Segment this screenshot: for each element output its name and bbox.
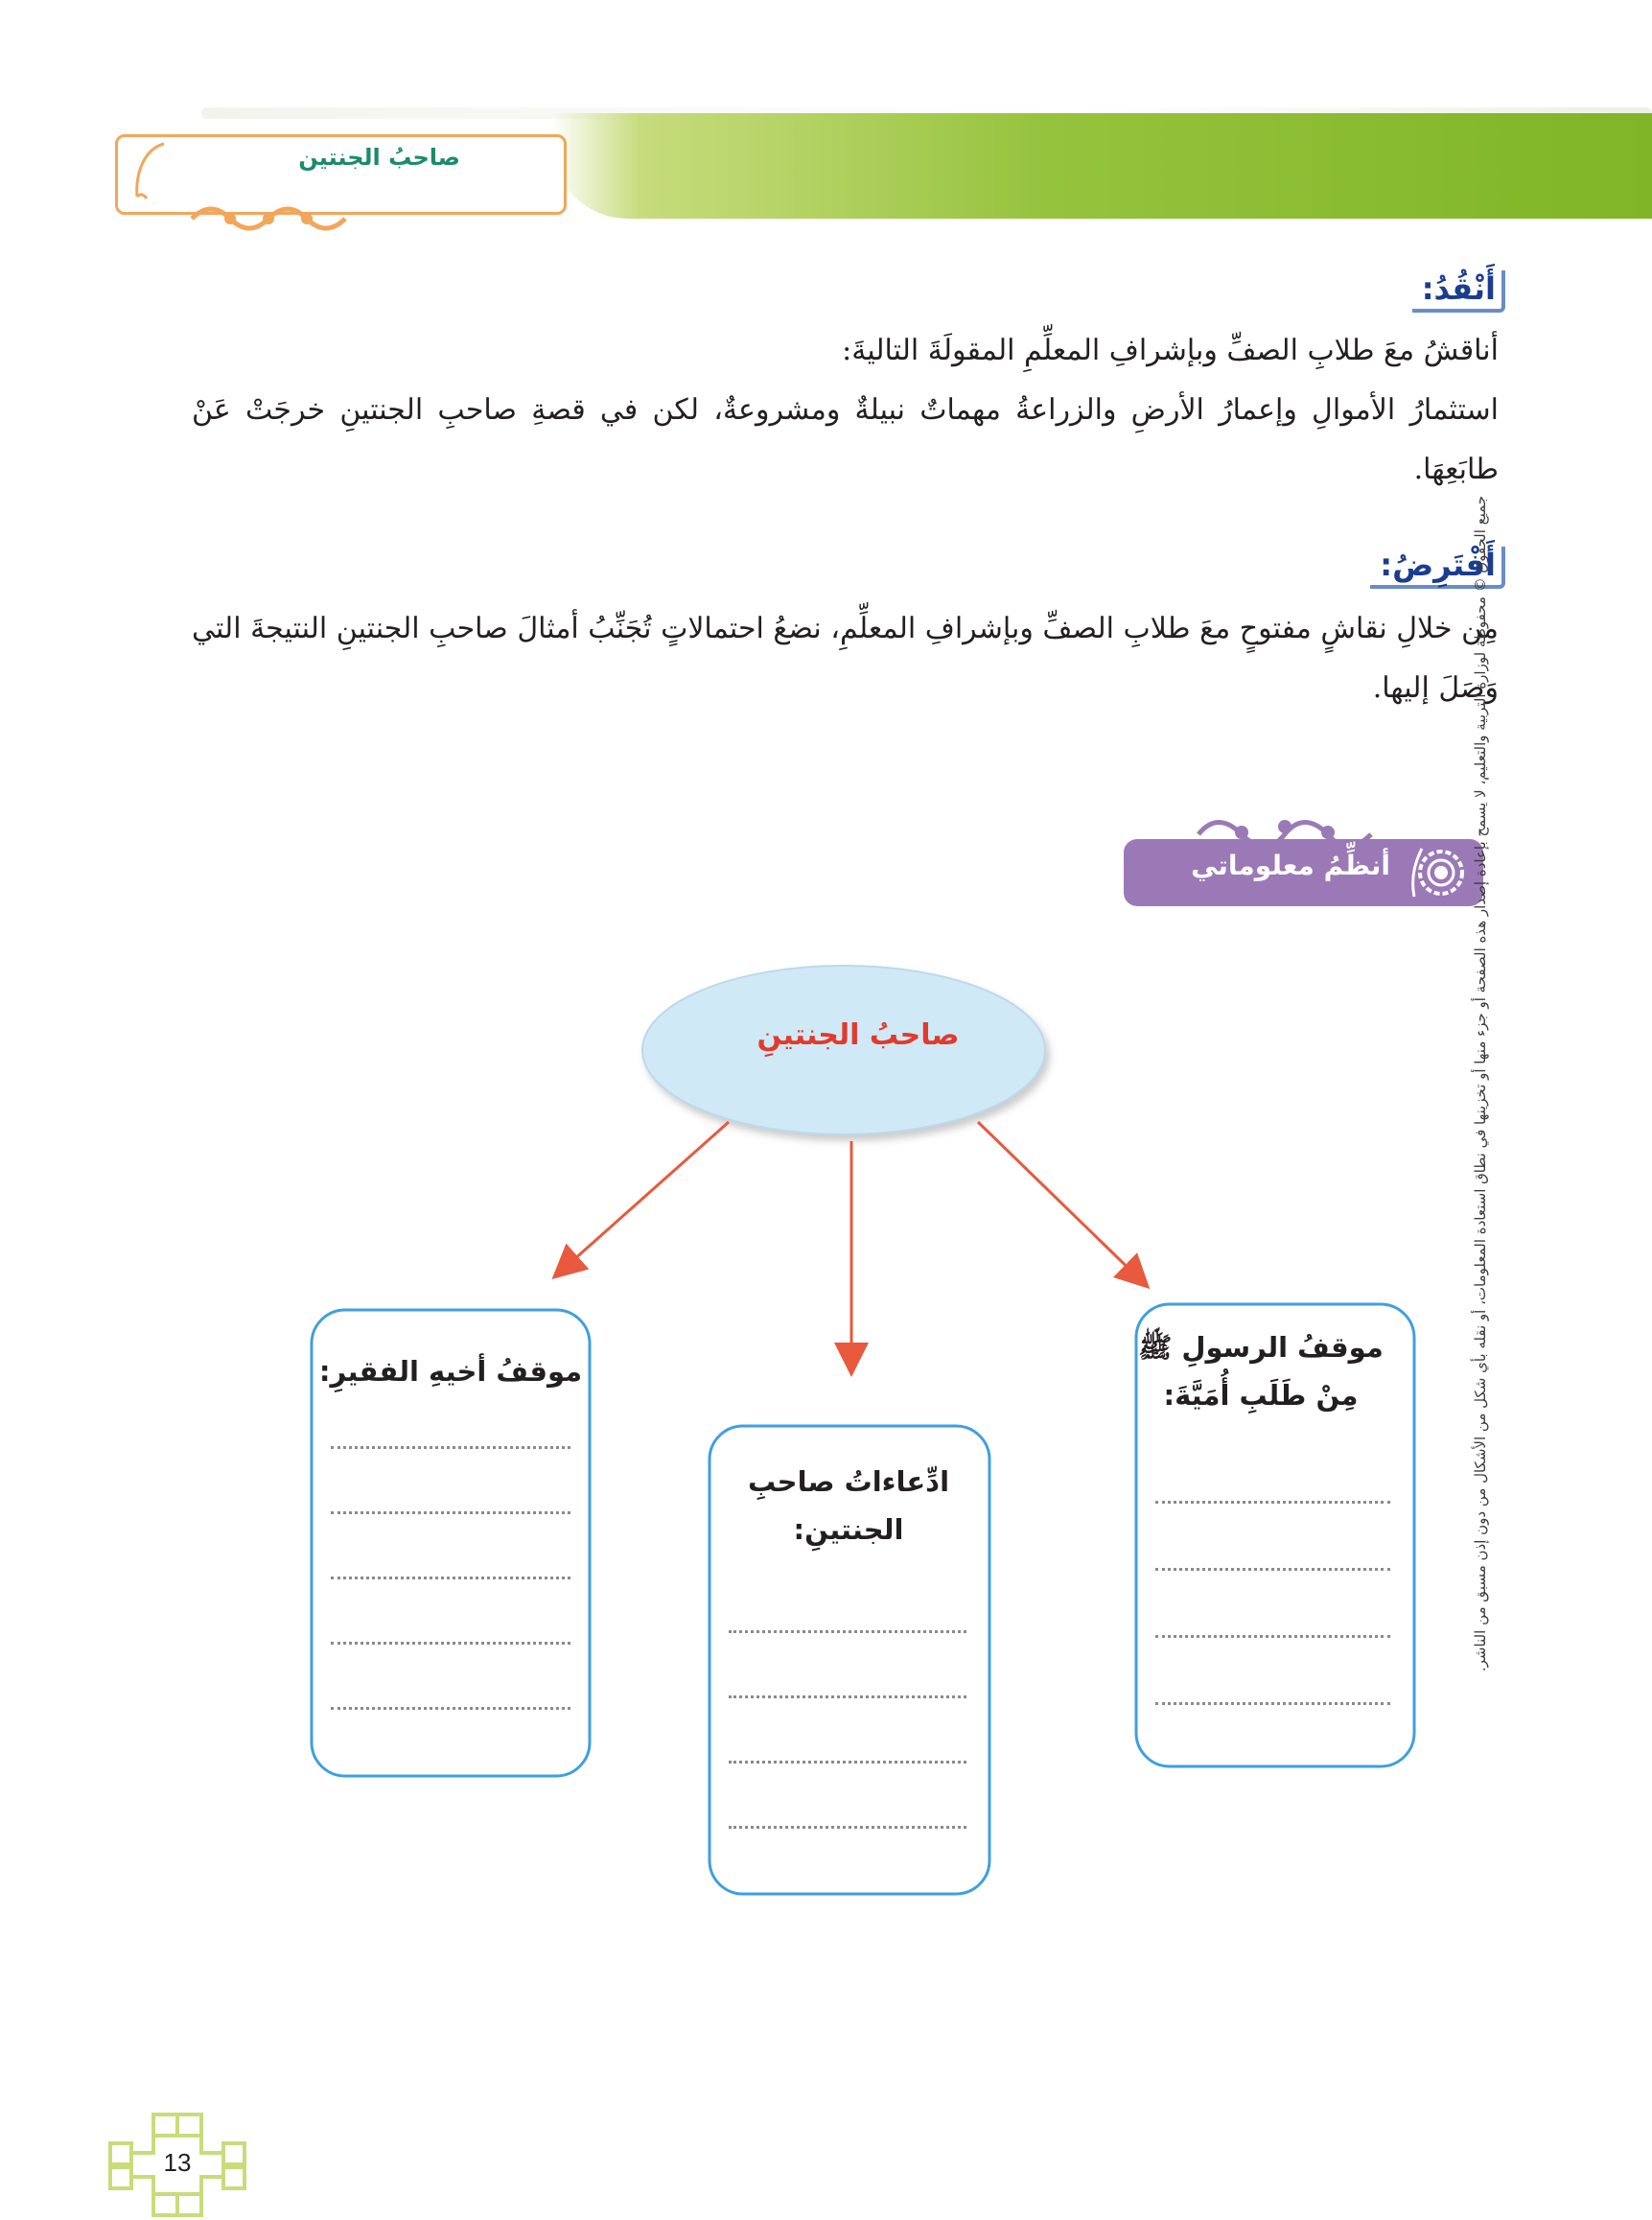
page-title: صاحبُ الجنتين bbox=[298, 144, 460, 171]
box-middle-line1: ادِّعاءاتُ صاحبِ bbox=[747, 1465, 950, 1498]
box-middle-line2: الجنتينِ: bbox=[793, 1513, 904, 1546]
box-left-title bbox=[312, 1347, 590, 1395]
answer-line[interactable] bbox=[331, 1577, 570, 1579]
box-right-line1: موقفُ الرسولِ ﷺ bbox=[1138, 1331, 1384, 1364]
box-right-title bbox=[1131, 1323, 1390, 1419]
criticize-body: استثمارُ الأموالِ وإعمارُ الأرضِ والزراعةُ مهماتٌ نبيلةٌ ومشروعةٌ، لكن في قصةِ صاحبِ الجنتينِ خرجَتْ عَنْ طابَعِهَا. bbox=[192, 393, 1499, 486]
answer-line[interactable] bbox=[1155, 1501, 1390, 1504]
answer-line[interactable] bbox=[1155, 1568, 1390, 1571]
box-right-line2: مِنْ طَلَبِ أُمَيَّةَ: bbox=[1163, 1379, 1359, 1412]
section-heading-hypothesize: أَفْتَرِضُ: bbox=[1370, 547, 1505, 589]
answer-line[interactable] bbox=[331, 1446, 570, 1449]
answer-line[interactable] bbox=[1155, 1702, 1390, 1705]
section-heading-criticize: أَنْقُدُ: bbox=[1412, 270, 1505, 313]
copyright-note: جميع الحقوق © محفوظة لوزارة التربية والتعليم، لا يسمح بإعادة إصدار هذه الصفحة أو جزء منها أو تخزينها في نطاق استعادة المعلومات، أو نقله بأي شكل من الأشكال من دون إذن مسبق من الناشر. bbox=[1472, 495, 1489, 1672]
center-node-label: صاحبُ الجنتينِ bbox=[756, 1018, 960, 1052]
answer-line[interactable] bbox=[729, 1695, 966, 1698]
page-number: 13 bbox=[163, 2148, 192, 2177]
arrow-right bbox=[978, 1122, 1146, 1285]
criticize-intro: أناقشُ معَ طلابِ الصفِّ وبإشرافِ المعلِّمِ المقولَةَ التاليةَ: bbox=[842, 334, 1499, 367]
answer-line[interactable] bbox=[1155, 1635, 1390, 1638]
answer-line[interactable] bbox=[729, 1826, 966, 1829]
answer-line[interactable] bbox=[331, 1511, 570, 1514]
answer-line[interactable] bbox=[331, 1707, 570, 1710]
organize-label: أنظِّمُ معلوماتي bbox=[1191, 850, 1390, 881]
answer-line[interactable] bbox=[729, 1761, 966, 1764]
answer-line[interactable] bbox=[729, 1630, 966, 1633]
box-left-line1: موقفُ أخيهِ الفقيرِ: bbox=[318, 1355, 583, 1388]
box-middle-title bbox=[714, 1458, 983, 1554]
answer-line[interactable] bbox=[331, 1642, 570, 1645]
arrow-left bbox=[556, 1122, 729, 1275]
hypothesize-body: مِن خلالِ نقاشٍ مفتوحٍ معَ طلابِ الصفِّ وبإشرافِ المعلِّمِ، نضعُ احتمالاتٍ تُجَنِّبُ أمثالَ صاحبِ الجنتينِ النتيجةَ التي وَصَلَ إليها. bbox=[192, 612, 1499, 705]
